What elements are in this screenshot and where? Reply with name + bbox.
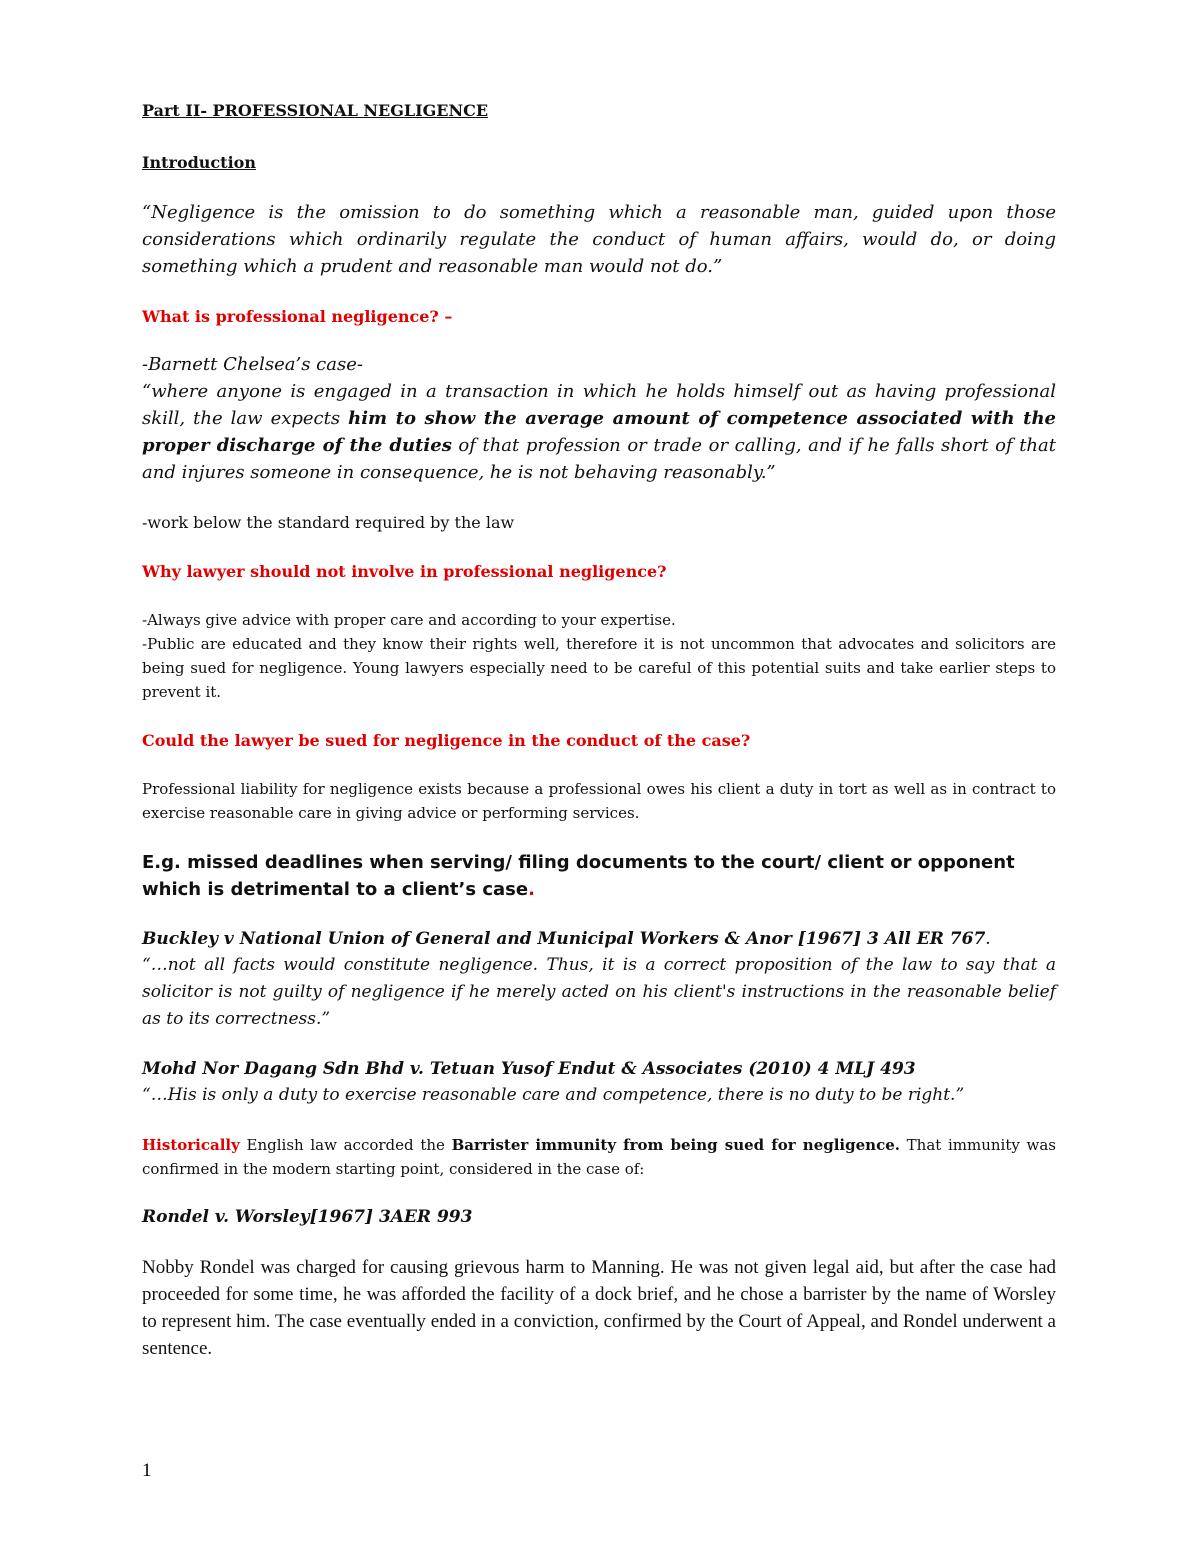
historically-paragraph: Historically English law accorded the Barrister immunity from being sued for negligence. That immunity was confirmed in the modern starting point, considered in the case of: xyxy=(142,1136,1056,1178)
professional-liability-paragraph: Professional liability for negligence exists because a professional owes his client a duty in tort as well as in contract to exercise reasonable care in giving advice or performing services. xyxy=(142,780,1056,822)
barnett-case-name: -Barnett Chelsea’s case- xyxy=(142,354,363,375)
buckley-case-quote: “…not all facts would constitute negligence. Thus, it is a correct proposition of the law to say that a solicitor is not guilty of negligence if he merely acted on his client's instructions in the reasonable belief as to its correctness.” xyxy=(142,955,1056,1029)
why-lawyer-heading: Why lawyer should not involve in professional negligence? xyxy=(142,562,667,581)
public-educated-paragraph: -Public are educated and they know their rights well, therefore it is not uncommon that advocates and solicitors are being sued for negligence. Young lawyers especially need to be careful of this potential suits and take earlier steps to prevent it. xyxy=(142,635,1056,701)
negligence-definition-quote: “Negligence is the omission to do something which a reasonable man, guided upon those considerations which ordinarily regulate the conduct of human affairs, would do, or doing something which a prudent and reasonable man would not do.” xyxy=(142,202,1056,277)
mohd-nor-case-name: Mohd Nor Dagang Sdn Bhd v. Tetuan Yusof Endut & Associates (2010) 4 MLJ 493 xyxy=(142,1059,916,1079)
barnett-case-quote: “where anyone is engaged in a transaction in which he holds himself out as having professional skill, the law expects him to show the average amount of competence associated with the proper discharge of the duties of that profession or trade or calling, and if he falls short of that and injures someone in consequence, he is not behaving reasonably.” xyxy=(142,381,1056,483)
example-missed-deadlines: E.g. missed deadlines when serving/ filing documents to the court/ client or opponent which is detrimental to a client’s case. xyxy=(142,852,1015,900)
rondel-case-name: Rondel v. Worsley[1967] 3AER 993 xyxy=(142,1207,473,1227)
buckley-case-name: Buckley v National Union of General and Municipal Workers & Anor [1967] 3 All ER 767. xyxy=(142,929,991,949)
standard-note: -work below the standard required by the law xyxy=(142,513,515,532)
page-number: 1 xyxy=(142,1460,152,1481)
historically-label: Historically xyxy=(142,1136,240,1154)
mohd-nor-case-quote: “…His is only a duty to exercise reasonable care and competence, there is no duty to be right.” xyxy=(142,1085,965,1105)
barnett-quote-emphasis: him to show the average amount of competence associated with the proper discharge of the duties xyxy=(142,408,1056,456)
could-lawyer-be-sued-heading: Could the lawyer be sued for negligence in the conduct of the case? xyxy=(142,731,751,750)
rondel-case-facts: Nobby Rondel was charged for causing grievous harm to Manning. He was not given legal aid, but after the case had proceeded for some time, he was afforded the facility of a dock brief, and he chose a barrister by the name of Worsley to represent him. The case eventually ended in a conviction, confirmed by the Court of Appeal, and Rondel underwent a sentence. xyxy=(142,1257,1056,1359)
what-is-professional-negligence-heading: What is professional negligence? – xyxy=(142,307,453,326)
document-content xyxy=(142,98,1056,1362)
document-title: Part II- PROFESSIONAL NEGLIGENCE xyxy=(142,101,489,120)
introduction-heading: Introduction xyxy=(142,153,256,172)
advice-line: -Always give advice with proper care and according to your expertise. xyxy=(142,611,676,629)
